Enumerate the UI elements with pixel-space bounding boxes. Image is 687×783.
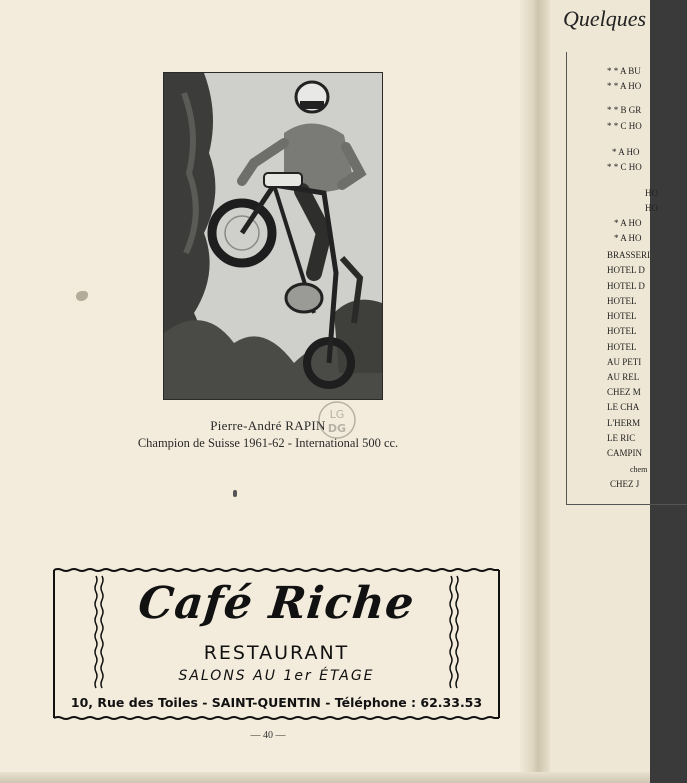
hotel-list-item: CHEZ M [607, 387, 641, 397]
hotel-list-item: HO [645, 203, 658, 213]
page-bottom-edge [0, 772, 650, 783]
paper-smudge [76, 291, 88, 301]
hotel-list-item: * * C HO [607, 162, 642, 172]
hotel-list-item: CHEZ J [610, 479, 640, 489]
cafe-riche-advertisement [52, 568, 501, 720]
hotel-list-item: * A HO [612, 147, 640, 157]
hotel-list-item: chem [630, 465, 648, 474]
hotel-list-item: * A HO [614, 233, 642, 243]
hotel-list-item: * * B GR [607, 105, 642, 115]
hotel-list-item: HO [645, 188, 658, 198]
hotel-list-item: HOTEL [607, 311, 637, 321]
rider-name: Pierre-André RAPIN [210, 418, 326, 433]
motorcycle-photo [163, 72, 383, 400]
hotel-list-item: AU REL [607, 372, 640, 382]
library-stamp-icon [316, 398, 358, 442]
ink-mark [233, 490, 237, 497]
right-page [550, 0, 658, 783]
hotel-list-item: HOTEL D [607, 265, 645, 275]
hotel-list-item: BRASSERI [607, 250, 651, 260]
ad-restaurant-label: RESTAURANT [203, 642, 350, 664]
ad-title: Café Riche [135, 578, 418, 629]
hotel-list-item: LE CHA [607, 402, 640, 412]
hotel-list-item: CAMPIN [607, 448, 643, 458]
svg-text:LG: LG [329, 408, 345, 421]
hotel-list-item: HOTEL [607, 296, 637, 306]
hotel-list-item: * * A HO [607, 81, 642, 91]
hotel-list-item: * A HO [614, 218, 642, 228]
book-gutter [520, 0, 550, 783]
rider-title: Champion de Suisse 1961-62 - International 500 cc. [137, 436, 399, 450]
hotel-list-item: LE RIC [607, 433, 636, 443]
hotel-list-item: L'HERM [607, 418, 641, 428]
hotel-list-item: HOTEL [607, 342, 637, 352]
svg-text:DG: DG [327, 422, 347, 435]
ad-address: 10, Rue des Toiles - SAINT-QUENTIN - Téléphone : 62.33.53 [70, 695, 483, 710]
ad-salons-label: SALONS AU 1er ÉTAGE [178, 668, 375, 684]
right-page-title: Quelques [563, 6, 647, 31]
hotel-list-item: HOTEL [607, 326, 637, 336]
hotel-list-item: HOTEL D [607, 281, 645, 291]
hotel-list-item: * * A BU [607, 66, 641, 76]
page-number: — 40 — [250, 730, 286, 741]
hotel-list-item: AU PETI [607, 357, 642, 367]
hotel-list-item: * * C HO [607, 121, 642, 131]
